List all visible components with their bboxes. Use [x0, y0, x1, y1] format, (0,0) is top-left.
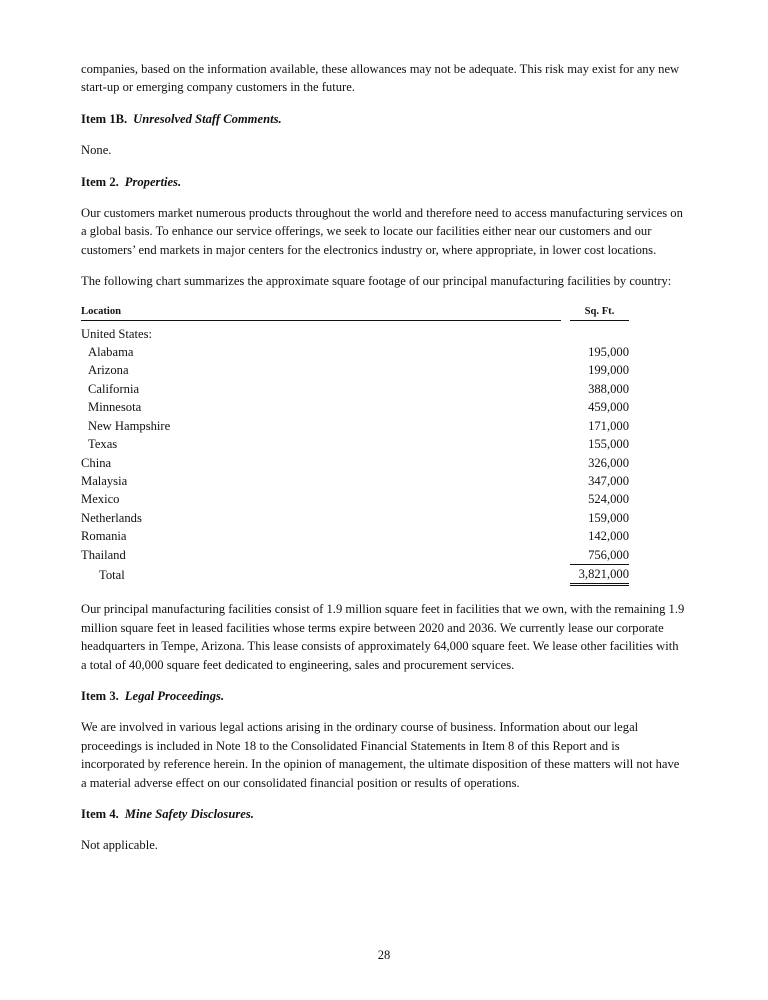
- group-label-us: United States:: [81, 326, 153, 341]
- facilities-table: [81, 305, 629, 587]
- sqft-value: 195,000: [588, 345, 629, 360]
- sqft-value: 756,000: [570, 546, 629, 565]
- total-label: Total: [99, 568, 125, 583]
- item-3-title: Legal Proceedings.: [124, 688, 225, 703]
- location-name: New Hampshire: [88, 418, 171, 433]
- item-2-number: Item 2.: [81, 174, 119, 189]
- sqft-value: 326,000: [588, 455, 629, 470]
- item-1b-title: Unresolved Staff Comments.: [133, 111, 282, 126]
- table-row: [81, 435, 629, 453]
- table-row: [81, 343, 629, 361]
- item-2-paragraph-2: The following chart summarizes the approximate square footage of our principal manufacturing facilities by country:: [81, 274, 672, 289]
- table-row: [81, 454, 629, 472]
- item-4-number: Item 4.: [81, 807, 119, 821]
- table-row: [81, 398, 629, 416]
- header-sqft: Sq. Ft.: [570, 305, 629, 321]
- item-3-number: Item 3.: [81, 688, 119, 703]
- location-name: Romania: [81, 529, 127, 544]
- sqft-value: 459,000: [588, 400, 629, 415]
- facilities-table-body: [81, 320, 629, 585]
- location-name: China: [81, 455, 112, 470]
- item-1b-body: None.: [81, 143, 112, 158]
- item-2-paragraph-3: Our principal manufacturing facilities consist of 1.9 million square feet in facilities that we own, with the remaining 1.9 million square feet in leased facilities whose terms expire between 2020 and 2036. We currently lease our corporate headquarters in Tempe, Arizona. This lease consists of approximately 64,000 square feet. We lease other facilities with a total of 40,000 square feet dedicated to engineering, sales and procurement services.: [81, 602, 685, 672]
- location-name: Malaysia: [81, 473, 128, 488]
- table-row: [81, 472, 629, 490]
- location-name: Texas: [88, 437, 118, 452]
- sqft-value: 199,000: [588, 363, 629, 378]
- sqft-value: 388,000: [588, 381, 629, 396]
- item-4-body: Not applicable.: [81, 838, 158, 853]
- header-location: Location: [81, 305, 561, 321]
- item-3-heading: [81, 687, 685, 705]
- item-2-heading: [81, 173, 685, 191]
- item-1b-number: Item 1B.: [81, 111, 128, 126]
- table-row: [81, 380, 629, 398]
- table-row: [81, 527, 629, 545]
- table-row: [81, 361, 629, 379]
- location-name: Netherlands: [81, 510, 142, 525]
- header-gap: [561, 305, 570, 321]
- table-row: [81, 417, 629, 435]
- table-row: [81, 546, 629, 565]
- document-page: [81, 60, 685, 868]
- sqft-value: 524,000: [588, 492, 629, 507]
- intro-paragraph: companies, based on the information available, these allowances may not be adequate. This risk may exist for any new start-up or emerging company customers in the future.: [81, 62, 680, 95]
- location-name: Minnesota: [88, 400, 142, 415]
- sqft-value: 155,000: [588, 437, 629, 452]
- sqft-value: 171,000: [588, 418, 629, 433]
- item-4-heading: [81, 805, 685, 823]
- table-row: [81, 320, 629, 343]
- location-name: California: [88, 381, 140, 396]
- total-row: [81, 564, 629, 584]
- table-row: [81, 509, 629, 527]
- location-name: Thailand: [81, 548, 126, 563]
- item-2-title: Properties.: [124, 174, 182, 189]
- item-2-paragraph-1: Our customers market numerous products throughout the world and therefore need to access manufacturing services on a global basis. To enhance our service offerings, we seek to locate our facilities either near our customers and our customers’ end markets in major centers for the electronics industry or, where appropriate, in lower cost locations.: [81, 206, 683, 257]
- location-name: Alabama: [88, 345, 134, 360]
- sqft-value: 347,000: [588, 473, 629, 488]
- sqft-value: 142,000: [588, 529, 629, 544]
- item-3-body: We are involved in various legal actions arising in the ordinary course of business. Information about our legal proceedings is included in Note 18 to the Consolidated Financial Statements in Item 8 of this Report and is incorporated by reference herein. In the opinion of management, the ultimate disposition of these matters will not have a material adverse effect on our consolidated financial position or results of operations.: [81, 720, 680, 790]
- table-header-row: [81, 305, 629, 321]
- table-row: [81, 490, 629, 508]
- item-4-title: Mine Safety Disclosures.: [124, 807, 254, 821]
- item-1b-heading: [81, 110, 685, 128]
- location-name: Arizona: [88, 363, 129, 378]
- sqft-value: 159,000: [588, 510, 629, 525]
- total-value: 3,821,000: [570, 564, 629, 584]
- page-number: 28: [377, 948, 391, 962]
- location-name: Mexico: [81, 492, 120, 507]
